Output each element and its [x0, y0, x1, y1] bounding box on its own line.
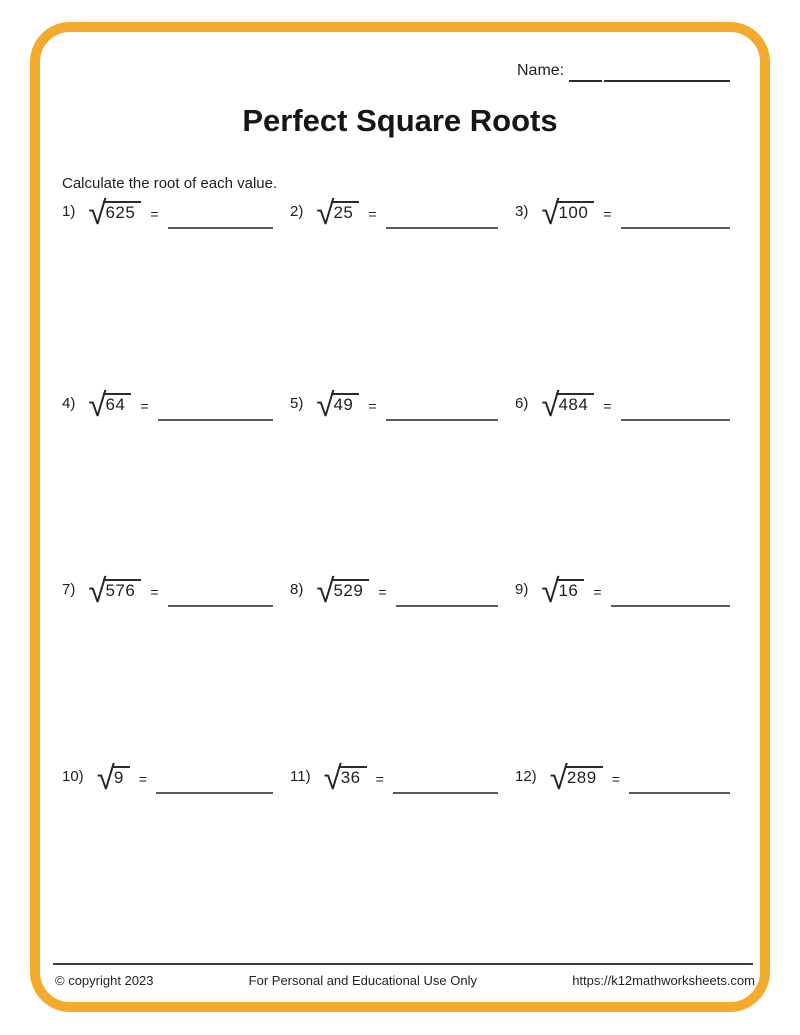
radical-sign-icon: √ — [323, 759, 342, 796]
answer-blank[interactable] — [629, 761, 730, 794]
answer-blank[interactable] — [611, 574, 730, 607]
problem-5 — [290, 388, 515, 421]
answer-blank[interactable] — [386, 388, 498, 421]
page-title: Perfect Square Roots — [242, 103, 558, 138]
radical-sign-icon: √ — [316, 572, 335, 609]
equals-sign: = — [150, 584, 159, 600]
problem-row-2 — [62, 388, 730, 421]
radical-sign-icon: √ — [541, 572, 560, 609]
radicand-value: 25 — [331, 201, 359, 223]
radical-sign-icon: √ — [88, 194, 107, 231]
radical-sign-icon: √ — [316, 194, 335, 231]
answer-blank[interactable] — [621, 196, 730, 229]
problem-number: 2) — [290, 203, 304, 220]
answer-blank[interactable] — [393, 761, 498, 794]
problem-number: 8) — [290, 581, 304, 598]
radical-sign-icon: √ — [541, 386, 560, 423]
problem-number: 4) — [62, 395, 76, 412]
square-root-expression — [88, 388, 131, 421]
radical-sign-icon: √ — [96, 759, 115, 796]
instructions-text: Calculate the root of each value. — [62, 175, 278, 192]
square-root-expression — [316, 196, 359, 229]
radical-sign-icon: √ — [316, 386, 335, 423]
answer-blank[interactable] — [396, 574, 498, 607]
answer-blank[interactable] — [156, 761, 273, 794]
problem-11 — [290, 761, 515, 794]
copyright-text: © copyright 2023 — [55, 973, 154, 988]
equals-sign: = — [368, 206, 377, 222]
usage-text: For Personal and Educational Use Only — [248, 973, 478, 988]
radical-sign-icon: √ — [549, 759, 568, 796]
problem-number: 12) — [515, 768, 537, 785]
decorative-border — [30, 22, 770, 1012]
problem-9 — [515, 574, 730, 607]
square-root-expression — [541, 196, 594, 229]
problem-row-1 — [62, 196, 730, 229]
radicand-value: 484 — [556, 393, 594, 415]
equals-sign: = — [138, 771, 147, 787]
footer — [55, 973, 755, 988]
problem-12 — [515, 761, 730, 794]
name-input-line[interactable] — [604, 80, 730, 82]
footer-divider — [53, 963, 753, 965]
problem-7 — [62, 574, 290, 607]
equals-sign: = — [603, 398, 612, 414]
square-root-expression — [324, 761, 367, 794]
problem-row-4 — [62, 761, 730, 794]
problem-1 — [62, 196, 290, 229]
equals-sign: = — [368, 398, 377, 414]
name-label: Name: — [517, 62, 565, 79]
problem-number: 10) — [62, 768, 84, 785]
square-root-expression — [541, 574, 584, 607]
equals-sign: = — [140, 398, 149, 414]
equals-sign: = — [378, 584, 387, 600]
answer-blank[interactable] — [386, 196, 498, 229]
problem-4 — [62, 388, 290, 421]
equals-sign: = — [593, 584, 602, 600]
problem-number: 3) — [515, 203, 529, 220]
radicand-value: 529 — [331, 579, 369, 601]
equals-sign: = — [375, 771, 384, 787]
square-root-expression — [550, 761, 603, 794]
square-root-expression — [541, 388, 594, 421]
radical-sign-icon: √ — [541, 194, 560, 231]
problem-8 — [290, 574, 515, 607]
radicand-value: 625 — [103, 201, 141, 223]
problem-10 — [62, 761, 290, 794]
equals-sign: = — [150, 206, 159, 222]
problem-number: 9) — [515, 581, 529, 598]
problem-2 — [290, 196, 515, 229]
radical-sign-icon: √ — [88, 572, 107, 609]
answer-blank[interactable] — [168, 196, 273, 229]
radicand-value: 64 — [103, 393, 131, 415]
radicand-value: 49 — [331, 393, 359, 415]
problem-number: 11) — [290, 768, 311, 785]
square-root-expression — [88, 196, 141, 229]
radicand-value: 16 — [556, 579, 584, 601]
radicand-value: 576 — [103, 579, 141, 601]
problem-row-3 — [62, 574, 730, 607]
problem-3 — [515, 196, 730, 229]
square-root-expression — [316, 388, 359, 421]
problem-number: 6) — [515, 395, 529, 412]
answer-blank[interactable] — [158, 388, 273, 421]
square-root-expression — [316, 574, 369, 607]
equals-sign: = — [611, 771, 620, 787]
square-root-expression — [97, 761, 130, 794]
radical-sign-icon: √ — [88, 386, 107, 423]
name-input-line[interactable] — [569, 80, 602, 82]
radicand-value: 289 — [565, 766, 603, 788]
radicand-value: 100 — [556, 201, 594, 223]
website-url: https://k12mathworksheets.com — [572, 973, 755, 988]
equals-sign: = — [603, 206, 612, 222]
answer-blank[interactable] — [621, 388, 730, 421]
problem-6 — [515, 388, 730, 421]
name-field — [517, 58, 730, 82]
radicand-value: 9 — [112, 766, 130, 788]
answer-blank[interactable] — [168, 574, 273, 607]
problem-number: 5) — [290, 395, 304, 412]
problem-number: 1) — [62, 203, 76, 220]
square-root-expression — [88, 574, 141, 607]
radicand-value: 36 — [339, 766, 367, 788]
problem-number: 7) — [62, 581, 76, 598]
